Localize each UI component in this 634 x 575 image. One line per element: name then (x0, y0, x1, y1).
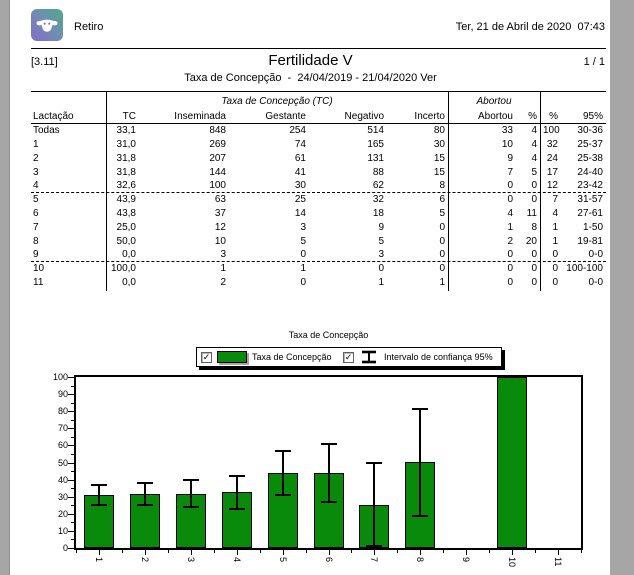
table-cell: 43,8 (116, 208, 136, 220)
table-cell: 0 (507, 263, 513, 275)
y-axis-tick (68, 497, 74, 498)
x-axis-label: 9 (461, 557, 471, 563)
table-row (31, 234, 606, 248)
x-axis-label: 5 (278, 557, 288, 563)
table-cell: 32 (372, 194, 384, 206)
x-axis-tick (145, 550, 146, 555)
table-cell: 0 (507, 194, 513, 206)
error-bar-cap (321, 443, 337, 445)
table-cell: 0 (300, 277, 306, 289)
table-cell: 27-61 (577, 208, 603, 220)
column-separator-line (540, 92, 541, 291)
column-header: Gestante (265, 111, 306, 122)
table-row (31, 276, 606, 290)
x-axis-minor-tick (306, 550, 307, 553)
table-cell: 2 (507, 235, 513, 247)
table-cell: 3 (300, 221, 306, 233)
error-bar-stem (190, 480, 192, 507)
x-axis-tick (237, 550, 238, 555)
table-row (31, 179, 606, 193)
x-axis-tick (191, 550, 192, 555)
column-header: Abortou (477, 111, 513, 122)
table-cell: 165 (367, 139, 384, 151)
page-title: Fertilidade V (268, 52, 353, 69)
table-cell: 25 (294, 194, 306, 206)
x-axis-label: 1 (94, 557, 104, 563)
error-bar-icon (359, 350, 379, 364)
table-cell: Todas (33, 125, 60, 137)
table-cell: 7 (552, 194, 558, 206)
group-header-tc: Taxa de Concepção (TC) (221, 96, 333, 107)
table-cell: 15 (433, 152, 445, 164)
column-header: % (549, 111, 558, 122)
table-cell: 43,9 (116, 194, 136, 206)
table-cell: 7 (33, 221, 39, 233)
y-axis-label: 70 (57, 423, 68, 434)
error-bar-cap (412, 408, 428, 410)
column-header: Negativo (344, 111, 384, 122)
y-axis-label: 90 (57, 389, 68, 400)
lactation-table (31, 91, 606, 290)
table-cell: 19-81 (577, 235, 603, 247)
column-header: TC (122, 111, 136, 122)
y-axis-minor-tick (71, 471, 74, 472)
table-cell: 33,1 (116, 125, 136, 137)
table-cell: 32 (546, 139, 558, 151)
table-cell: 14 (294, 208, 306, 220)
error-bar-cap (91, 484, 107, 486)
table-cell: 3 (33, 166, 39, 178)
y-axis-tick (68, 428, 74, 429)
table-row (31, 207, 606, 221)
legend-checkbox[interactable]: ✓ (202, 351, 211, 362)
y-axis-minor-tick (71, 437, 74, 438)
table-cell: 30 (294, 180, 306, 192)
table-cell: 0 (378, 263, 384, 275)
table-cell: 0 (439, 263, 445, 275)
table-cell: 4 (531, 125, 537, 137)
y-axis-label: 20 (57, 508, 68, 519)
x-axis-tick (99, 550, 100, 555)
table-cell: 17 (546, 166, 558, 178)
bar (497, 377, 527, 548)
y-axis-minor-tick (71, 403, 74, 404)
error-bar-stem (373, 463, 375, 547)
table-cell: 0 (439, 249, 445, 261)
table-cell: 131 (367, 152, 384, 164)
y-axis-tick (68, 394, 74, 395)
table-cell: 8 (33, 235, 39, 247)
y-axis-minor-tick (71, 454, 74, 455)
table-cell: 11 (526, 208, 537, 220)
page-number: 1 / 1 (583, 56, 605, 68)
x-axis-minor-tick (397, 550, 398, 553)
table-cell: 4 (552, 208, 558, 220)
table-cell: 4 (531, 152, 537, 164)
report-code: [3.11] (31, 56, 58, 68)
table-row (31, 124, 606, 138)
table-cell: 100 (209, 180, 226, 192)
column-header: 95% (582, 111, 603, 122)
table-cell: 2 (220, 277, 226, 289)
table-cell: 33 (501, 125, 513, 137)
y-axis-minor-tick (71, 488, 74, 489)
error-bar-cap (137, 504, 153, 506)
legend-label: Intervalo de confiança 95% (384, 352, 493, 362)
table-cell: 30 (433, 139, 445, 151)
table-cell: 88 (372, 166, 384, 178)
table-cell: 6 (33, 208, 39, 220)
table-cell: 254 (289, 125, 306, 137)
error-bar-stem (328, 444, 330, 502)
y-axis-tick (68, 463, 74, 464)
column-header: Inseminada (174, 111, 226, 122)
y-axis-label: 50 (57, 457, 68, 468)
table-row (31, 262, 606, 276)
table-cell: 4 (531, 139, 537, 151)
table-row (31, 138, 606, 152)
table-cell: 5 (378, 235, 384, 247)
table-cell: 0 (531, 277, 537, 289)
table-cell: 15 (433, 166, 445, 178)
table-group-header-row (31, 92, 606, 108)
table-cell: 24-40 (577, 166, 603, 178)
table-cell: 0,0 (122, 249, 136, 261)
x-axis-minor-tick (535, 550, 536, 553)
table-cell: 5 (300, 235, 306, 247)
table-cell: 0 (439, 235, 445, 247)
table-cell: 269 (209, 139, 226, 151)
table-cell: 1 (552, 235, 558, 247)
legend-label: Taxa de Concepção (252, 352, 332, 362)
table-cell: 25-37 (577, 139, 603, 151)
table-cell: 5 (33, 194, 39, 206)
table-cell: 0-0 (588, 249, 603, 261)
x-axis-tick (512, 550, 513, 555)
column-separator-line (106, 92, 107, 291)
x-axis-label: 6 (324, 557, 334, 563)
error-bar-stem (236, 476, 238, 508)
table-cell: 0 (552, 277, 558, 289)
x-axis-label: 10 (507, 557, 517, 568)
error-bar-cap (183, 506, 199, 508)
table-cell: 144 (209, 166, 226, 178)
error-bar-cap (91, 504, 107, 506)
error-bar-cap (275, 494, 291, 496)
table-cell: 0 (300, 249, 306, 261)
table-cell: 24 (546, 152, 558, 164)
column-header: % (528, 111, 537, 122)
group-header-abortou: Abortou (476, 96, 512, 107)
y-axis-label: 0 (62, 543, 68, 553)
table-cell: 74 (294, 139, 306, 151)
table-cell: 23-42 (577, 180, 603, 192)
table-cell: 25,0 (116, 221, 136, 233)
table-cell: 1 (220, 263, 226, 275)
error-bar-cap (137, 482, 153, 484)
table-cell: 12 (546, 180, 558, 192)
table-cell: 0-0 (588, 277, 603, 289)
y-axis-tick (68, 411, 74, 412)
x-axis-minor-tick (76, 550, 77, 553)
x-axis-label: 3 (186, 557, 196, 563)
error-bar-cap (321, 501, 337, 503)
table-cell: 0 (507, 180, 513, 192)
table-cell: 31,8 (116, 166, 136, 178)
table-cell: 20 (525, 235, 537, 247)
x-axis-tick (466, 550, 467, 555)
table-row (31, 152, 606, 166)
table-cell: 1 (507, 221, 513, 233)
error-bar-cap (366, 462, 382, 464)
table-cell: 0 (552, 249, 558, 261)
y-axis-minor-tick (71, 386, 74, 387)
x-axis-minor-tick (443, 550, 444, 553)
table-row (31, 193, 606, 207)
x-axis-label: 11 (553, 557, 563, 567)
report-subtitle: Taxa de Concepção - 24/04/2019 - 21/04/2020 Ver (184, 72, 437, 84)
table-cell: 31-57 (577, 194, 603, 206)
table-cell: 5 (531, 166, 537, 178)
table-row (31, 248, 606, 262)
x-axis-tick (420, 550, 421, 555)
y-axis-tick (68, 445, 74, 446)
x-axis-tick (558, 550, 559, 555)
y-axis-tick (68, 514, 74, 515)
x-axis-label: 4 (232, 557, 242, 563)
legend-checkbox[interactable]: ✓ (344, 351, 353, 362)
table-cell: 9 (507, 152, 513, 164)
table-cell: 10 (214, 235, 226, 247)
column-header: Lactação (33, 111, 74, 122)
x-axis-label: 8 (415, 557, 425, 563)
legend-bar-swatch (217, 351, 247, 363)
table-cell: 80 (433, 125, 445, 137)
table-cell: 10 (501, 139, 513, 151)
table-cell: 2 (33, 152, 39, 164)
table-cell: 62 (372, 180, 384, 192)
table-cell: 18 (372, 208, 384, 220)
y-axis-label: 30 (57, 491, 68, 502)
table-cell: 1-50 (582, 221, 603, 233)
x-axis-minor-tick (351, 550, 352, 553)
table-cell: 1 (439, 277, 445, 289)
table-row (31, 221, 606, 235)
x-axis-minor-tick (122, 550, 123, 553)
error-bar-stem (419, 409, 421, 515)
error-bar-cap (229, 508, 245, 510)
x-axis-minor-tick (260, 550, 261, 553)
column-separator-line (448, 92, 449, 291)
table-cell: 1 (300, 263, 306, 275)
table-cell: 4 (33, 180, 39, 192)
x-axis-tick (329, 550, 330, 555)
table-cell: 10 (33, 263, 45, 275)
table-cell: 1 (378, 277, 384, 289)
x-axis-tick (374, 550, 375, 555)
y-axis-label: 40 (57, 474, 68, 485)
error-bar-stem (144, 483, 146, 505)
table-cell: 100,0 (110, 263, 136, 275)
x-axis-minor-tick (581, 550, 582, 553)
header-divider (31, 48, 606, 49)
table-cell: 31,0 (116, 139, 136, 151)
table-cell: 0 (552, 263, 558, 275)
y-axis-label: 60 (57, 440, 68, 451)
table-cell: 63 (214, 194, 226, 206)
table-cell: 1 (552, 221, 558, 233)
error-bar-cap (183, 479, 199, 481)
chart-title: Taxa de Concepção (288, 330, 369, 340)
table-cell: 11 (33, 277, 44, 289)
x-axis-label: 2 (140, 557, 150, 563)
table-header-row (31, 108, 606, 124)
table-cell: 8 (439, 180, 445, 192)
table-cell: 31,8 (116, 152, 136, 164)
error-bar-stem (98, 485, 100, 506)
cow-icon (36, 16, 58, 34)
x-axis-label: 7 (369, 557, 379, 563)
table-cell: 0 (531, 263, 537, 275)
table-cell: 100 (543, 125, 560, 137)
table-cell: 25-38 (577, 152, 603, 164)
table-cell: 8 (531, 221, 537, 233)
table-cell: 0,0 (122, 277, 136, 289)
x-axis-tick (283, 550, 284, 555)
y-axis-tick (68, 480, 74, 481)
error-bar-cap (229, 475, 245, 477)
app-logo (31, 9, 63, 41)
y-axis-minor-tick (71, 505, 74, 506)
table-cell: 0 (531, 180, 537, 192)
y-axis-label: 10 (57, 525, 68, 536)
y-axis-minor-tick (71, 539, 74, 540)
table-cell: 0 (507, 277, 513, 289)
table-cell: 9 (378, 221, 384, 233)
table-cell: 5 (439, 208, 445, 220)
table-cell: 0 (439, 221, 445, 233)
error-bar-cap (275, 450, 291, 452)
table-cell: 7 (507, 166, 513, 178)
error-bar-cap (366, 545, 382, 547)
y-axis-tick (68, 377, 74, 378)
legend-item (201, 348, 332, 366)
table-cell: 3 (220, 249, 226, 261)
error-bar-cap (412, 515, 428, 517)
y-axis-label: 100 (52, 372, 68, 382)
table-row (31, 165, 606, 179)
table-cell: 37 (214, 208, 226, 220)
error-bar-stem (282, 451, 284, 495)
column-header: Incerto (414, 111, 445, 122)
table-cell: 0 (507, 249, 513, 261)
table-cell: 9 (33, 249, 39, 261)
x-axis-minor-tick (214, 550, 215, 553)
table-cell: 6 (439, 194, 445, 206)
table-cell: 12 (214, 221, 226, 233)
chart-legend (196, 347, 502, 367)
table-cell: 207 (209, 152, 226, 164)
plot-area (74, 375, 583, 550)
report-datetime: Ter, 21 de Abril de 2020 07:43 (455, 21, 605, 33)
table-cell: 61 (294, 152, 306, 164)
table-cell: 41 (294, 166, 306, 178)
table-cell: 514 (367, 125, 384, 137)
table-cell: 50,0 (116, 235, 136, 247)
report-page (9, 0, 610, 575)
x-axis-minor-tick (168, 550, 169, 553)
legend-item (343, 348, 493, 366)
y-axis-minor-tick (71, 522, 74, 523)
table-cell: 3 (378, 249, 384, 261)
table-cell: 1 (33, 139, 39, 151)
table-cell: 30-36 (577, 125, 603, 137)
table-cell: 0 (531, 194, 537, 206)
x-axis-minor-tick (489, 550, 490, 553)
table-cell: 100-100 (566, 263, 603, 275)
table-cell: 848 (209, 125, 226, 137)
table-cell: 0 (531, 249, 537, 261)
brand-name: Retiro (74, 21, 104, 33)
table-cell: 32,6 (116, 180, 136, 192)
y-axis-minor-tick (71, 420, 74, 421)
table-cell: 4 (507, 208, 513, 220)
y-axis-label: 80 (57, 406, 68, 417)
y-axis-tick (68, 548, 74, 549)
y-axis-tick (68, 531, 74, 532)
